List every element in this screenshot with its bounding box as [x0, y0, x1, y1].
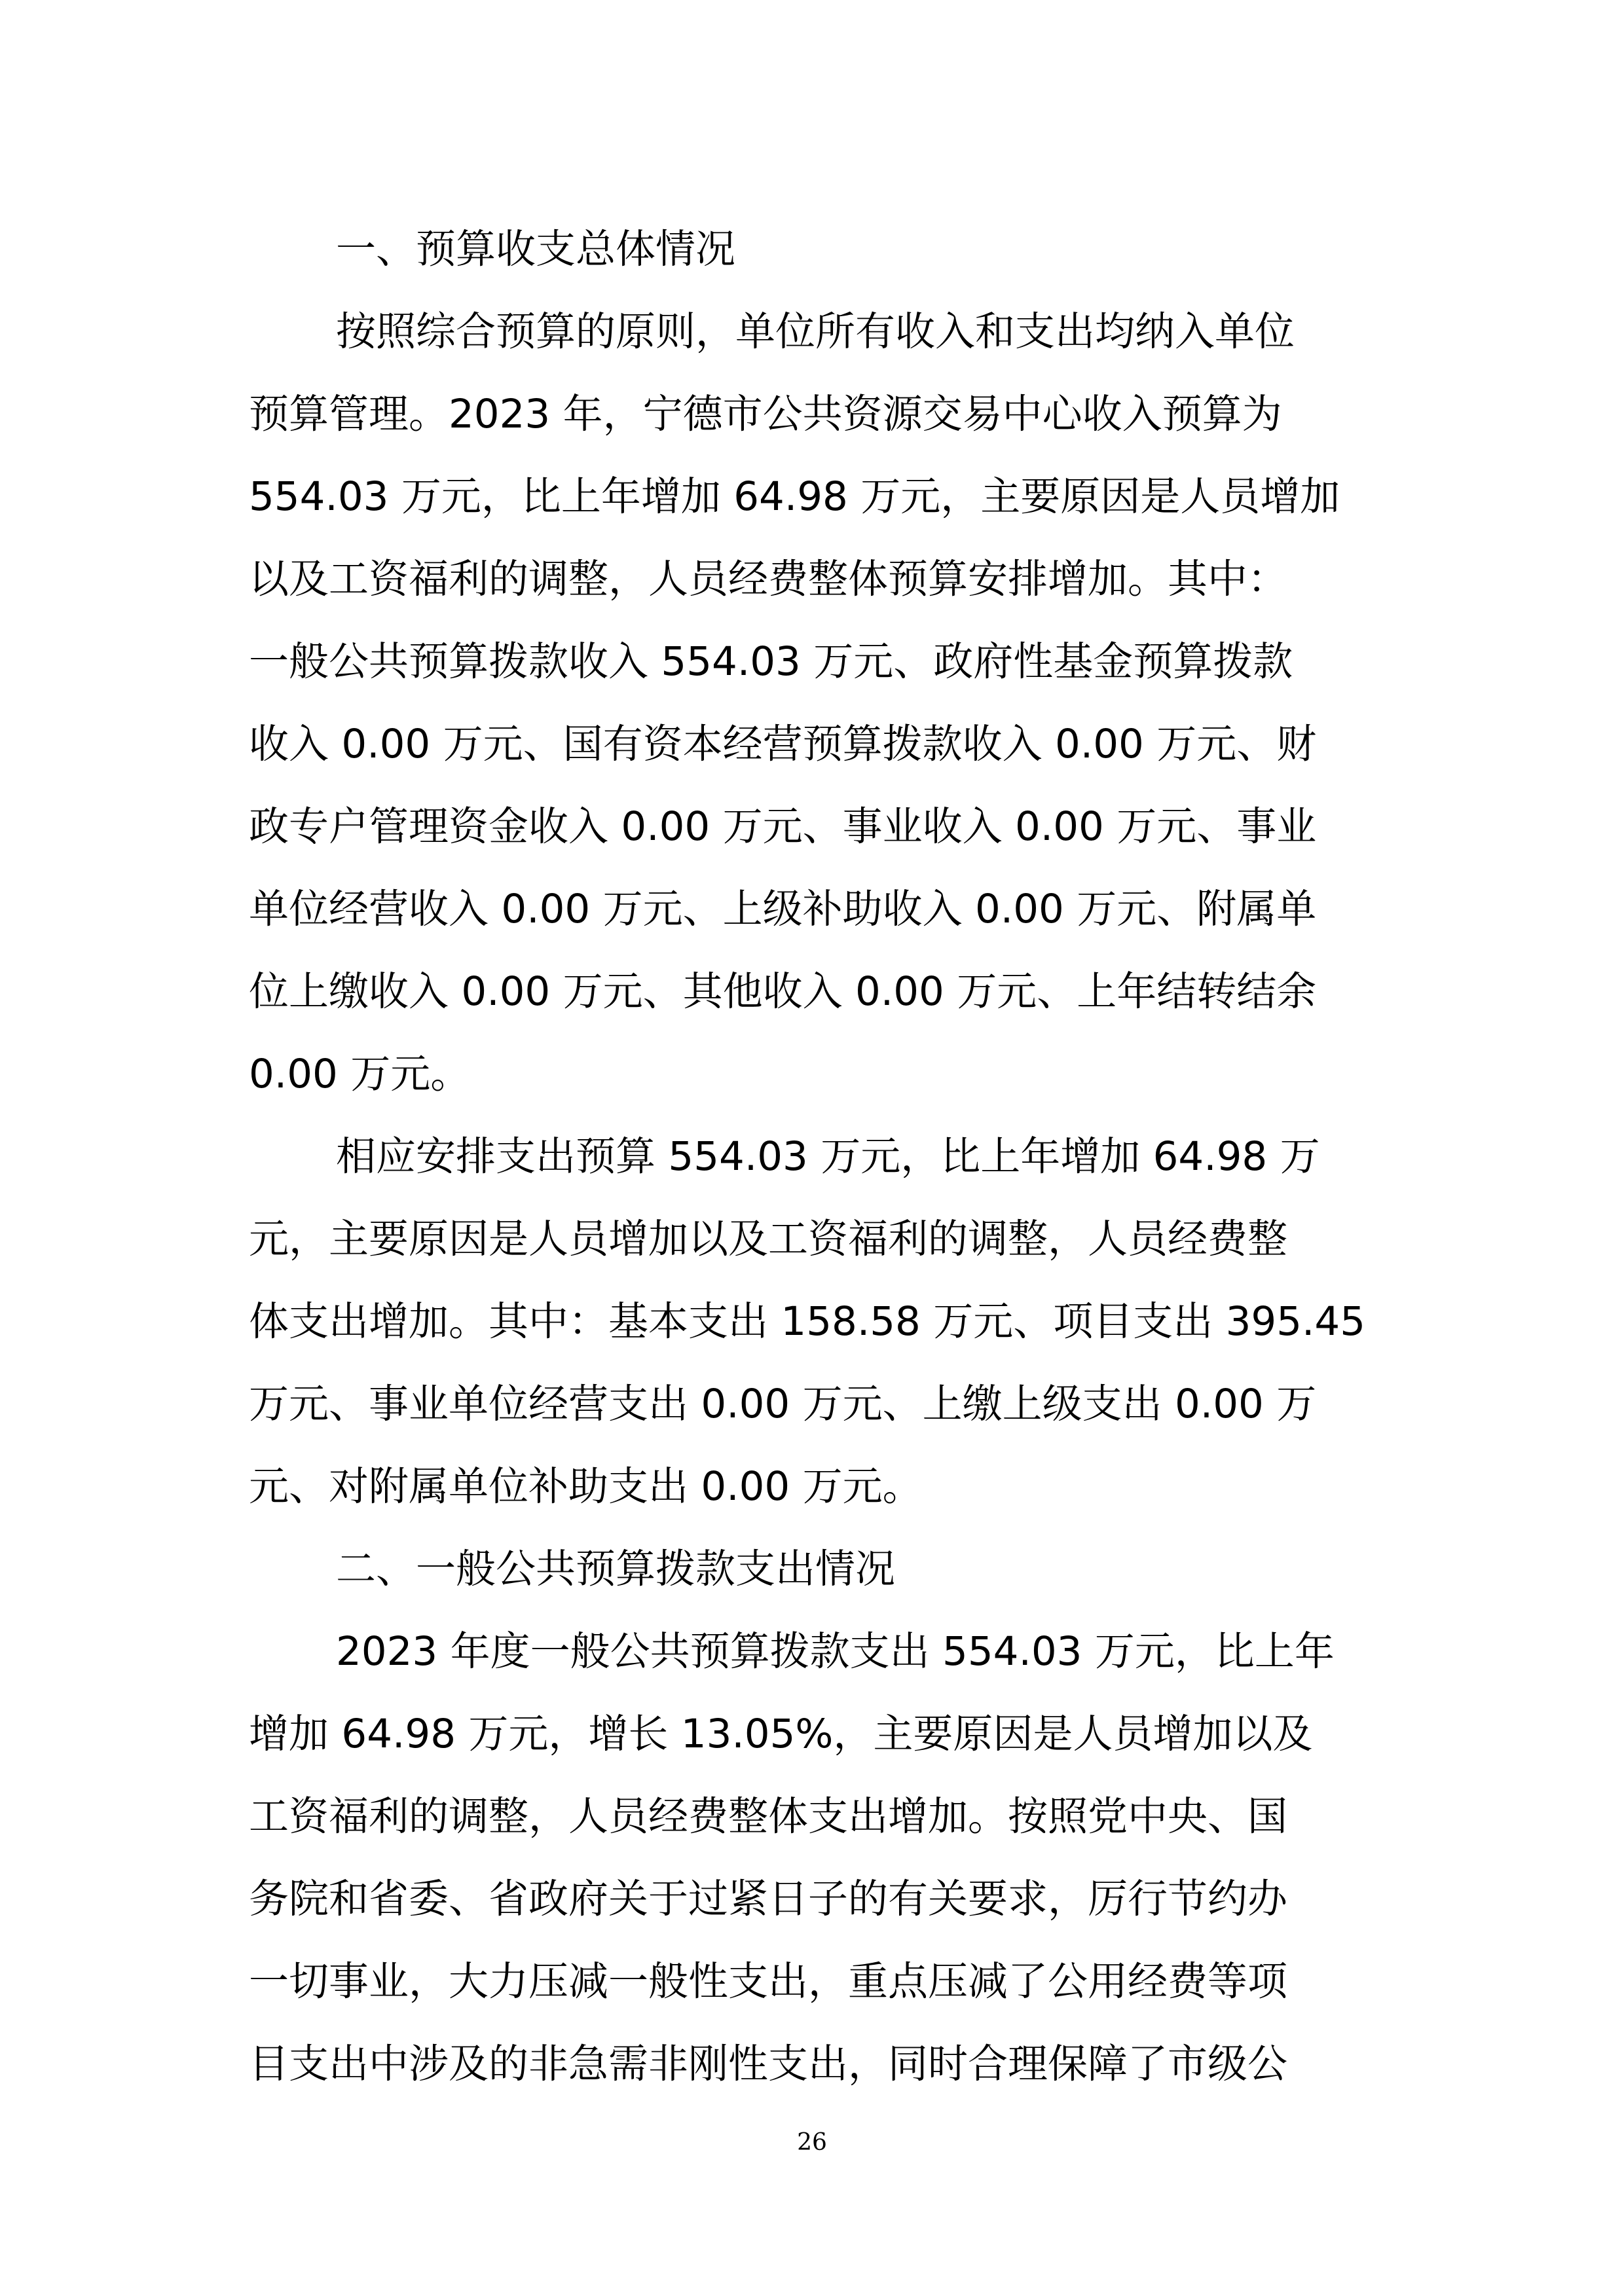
page-number: 26 — [797, 2129, 827, 2156]
paragraph-line: 一切事业，大力压减一般性支出，重点压减了公用经费等项 — [249, 1958, 1288, 2005]
paragraph-line: 收入 0.00 万元、国有资本经营预算拨款收入 0.00 万元、财 — [249, 721, 1317, 767]
paragraph-line: 相应安排支出预算 554.03 万元，比上年增加 64.98 万 — [336, 1133, 1320, 1180]
paragraph-line: 一般公共预算拨款收入 554.03 万元、政府性基金预算拨款 — [249, 638, 1293, 685]
paragraph-line: 554.03 万元，比上年增加 64.98 万元，主要原因是人员增加 — [249, 473, 1340, 520]
paragraph-line: 万元、事业单位经营支出 0.00 万元、上缴上级支出 0.00 万 — [249, 1381, 1317, 1427]
paragraph-line: 0.00 万元。 — [249, 1051, 471, 1097]
paragraph-line: 位上缴收入 0.00 万元、其他收入 0.00 万元、上年结转结余 — [249, 968, 1317, 1015]
section-heading: 二、一般公共预算拨款支出情况 — [336, 1546, 896, 1592]
paragraph-line: 政专户管理资金收入 0.00 万元、事业收入 0.00 万元、事业 — [249, 803, 1317, 850]
paragraph-line: 以及工资福利的调整，人员经费整体预算安排增加。其中： — [249, 556, 1288, 602]
paragraph-line: 2023 年度一般公共预算拨款支出 554.03 万元，比上年 — [336, 1628, 1335, 1675]
paragraph-line: 元，主要原因是人员增加以及工资福利的调整，人员经费整 — [249, 1216, 1288, 1262]
paragraph-line: 体支出增加。其中：基本支出 158.58 万元、项目支出 395.45 — [249, 1298, 1366, 1345]
section-heading: 一、预算收支总体情况 — [336, 226, 736, 272]
paragraph-line: 工资福利的调整，人员经费整体支出增加。按照党中央、国 — [249, 1793, 1288, 1840]
paragraph-line: 预算管理。2023 年，宁德市公共资源交易中心收入预算为 — [249, 391, 1282, 437]
paragraph-line: 务院和省委、省政府关于过紧日子的有关要求，厉行节约办 — [249, 1876, 1288, 1922]
paragraph-line: 元、对附属单位补助支出 0.00 万元。 — [249, 1463, 923, 1510]
paragraph-line: 单位经营收入 0.00 万元、上级补助收入 0.00 万元、附属单 — [249, 886, 1317, 932]
paragraph-line: 增加 64.98 万元，增长 13.05%，主要原因是人员增加以及 — [249, 1711, 1313, 1757]
paragraph-line: 目支出中涉及的非急需非刚性支出，同时合理保障了市级公 — [249, 2041, 1288, 2087]
paragraph-line: 按照综合预算的原则，单位所有收入和支出均纳入单位 — [336, 308, 1295, 355]
